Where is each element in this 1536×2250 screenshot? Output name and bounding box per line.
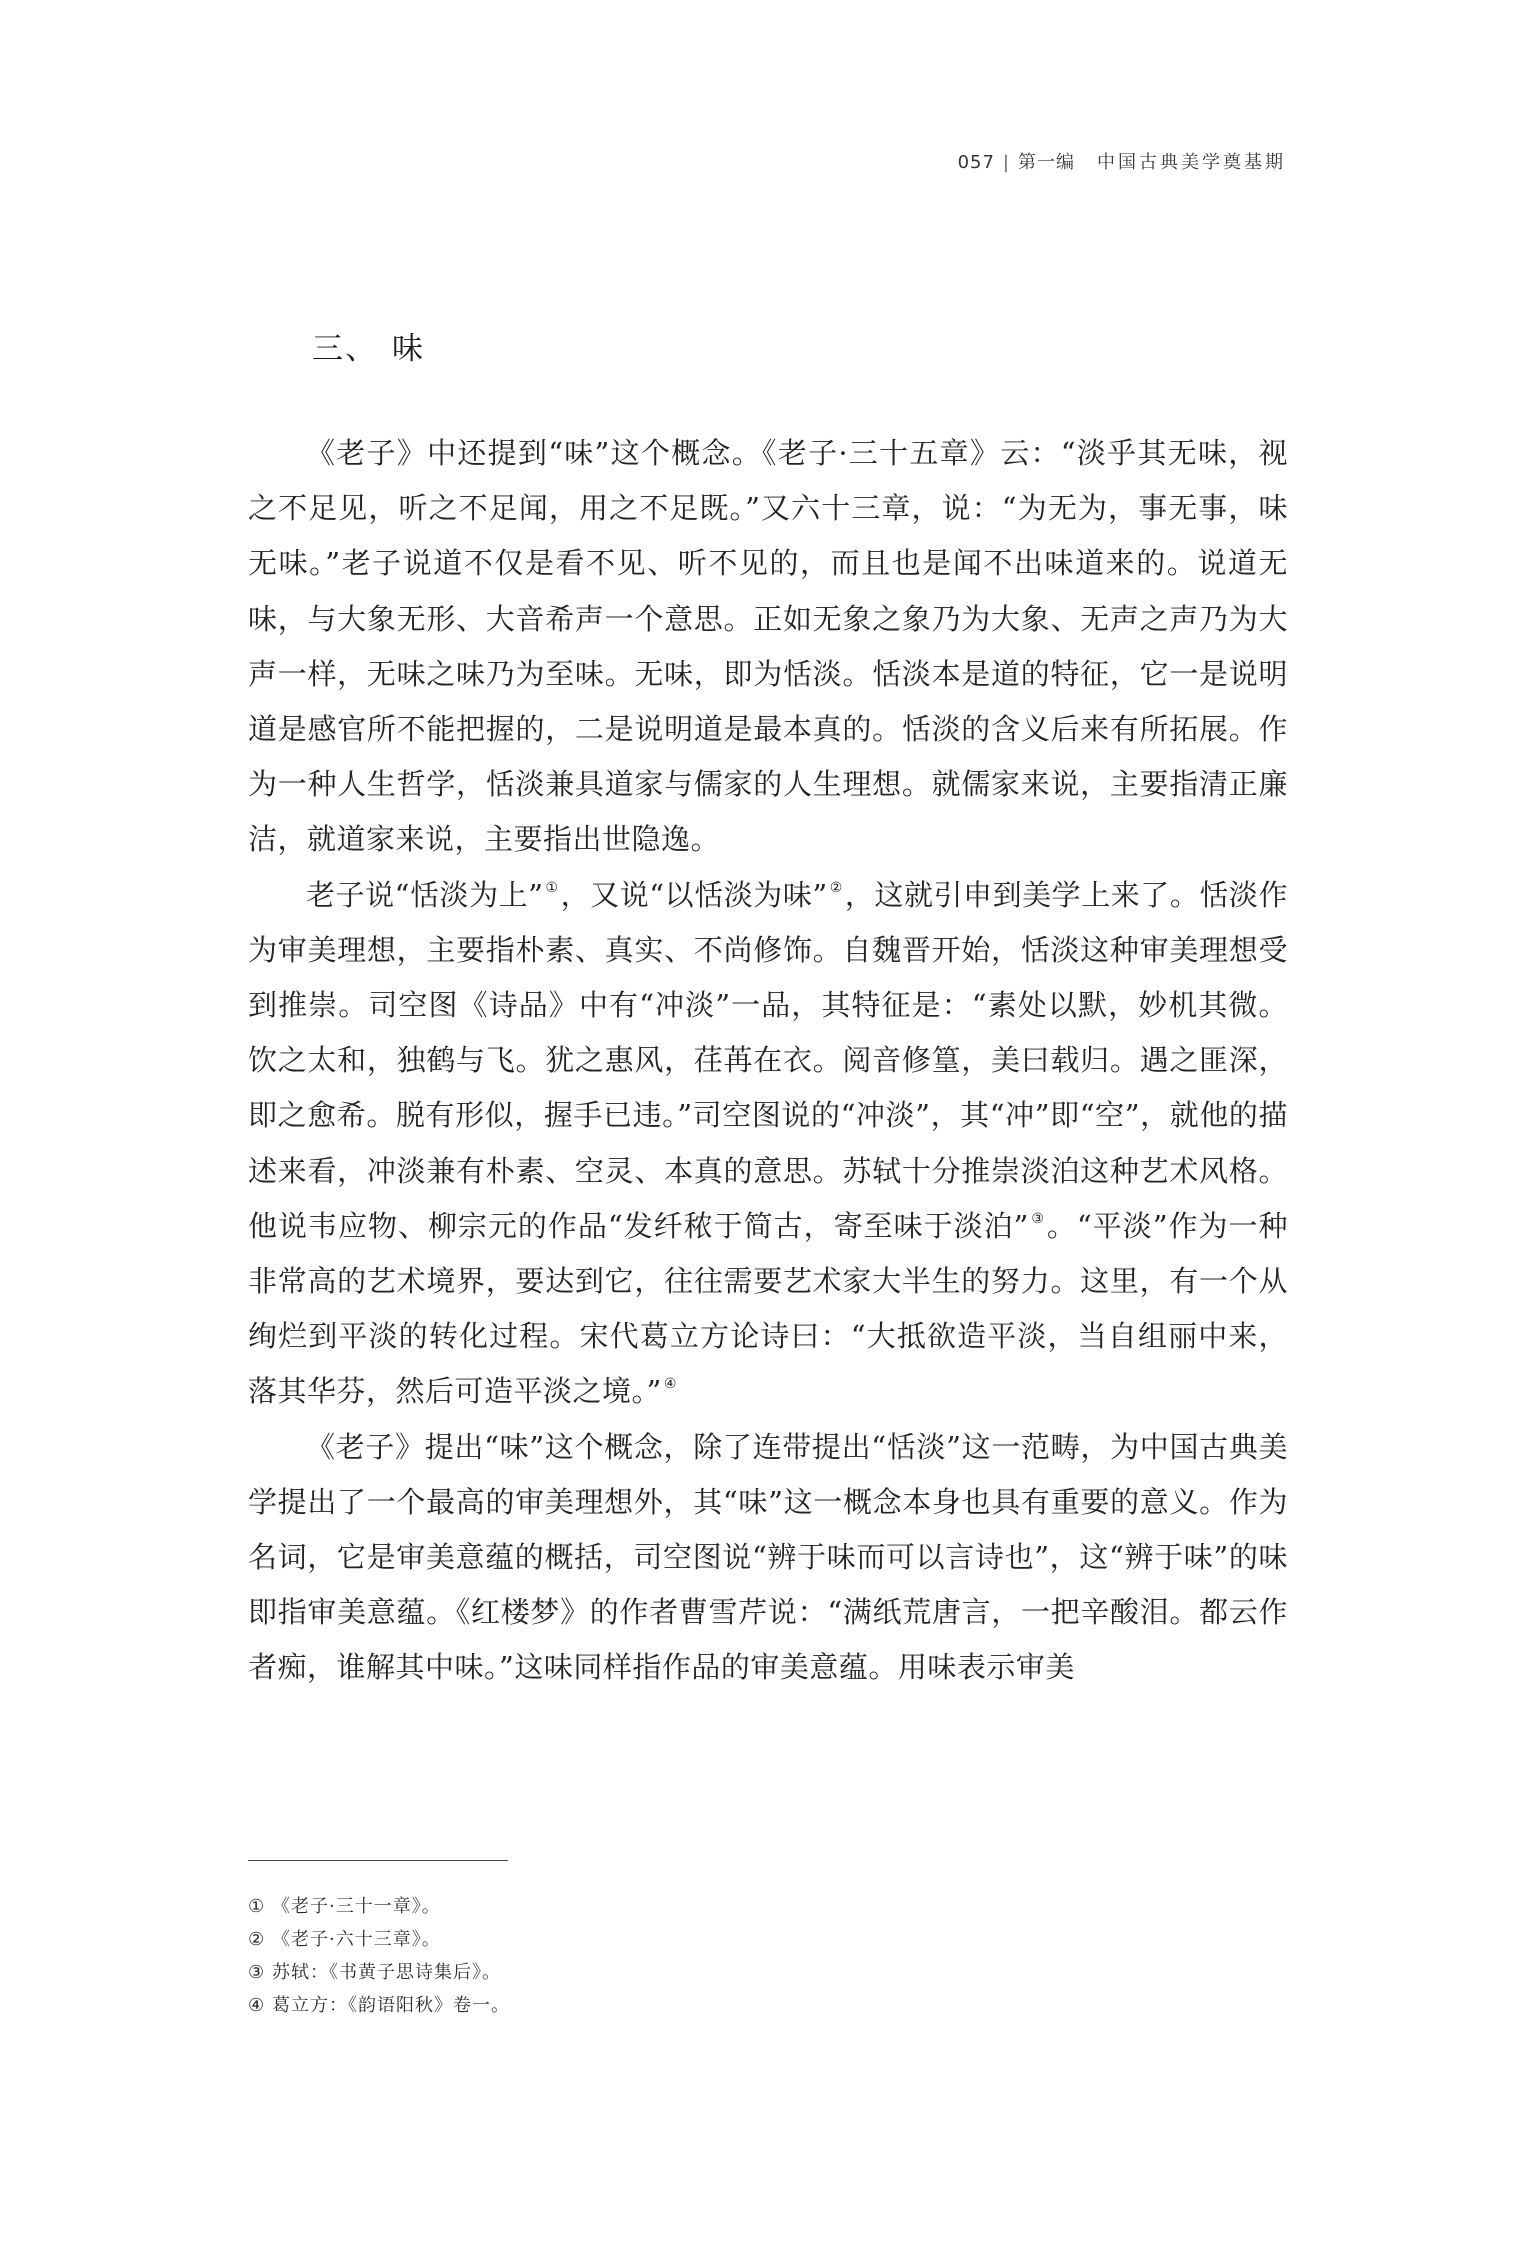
footnote-text: 《老子·三十一章》。 bbox=[272, 1896, 441, 1917]
paragraph-text: 老子说“恬淡为上” bbox=[306, 877, 544, 912]
paragraph bbox=[248, 426, 1288, 868]
header-separator: | bbox=[1002, 152, 1010, 173]
footnote-mark: ③ bbox=[248, 1962, 266, 1983]
footnote-text: 葛立方：《韵语阳秋》卷一。 bbox=[272, 1995, 510, 2016]
page-number: 057 bbox=[957, 152, 995, 173]
paragraph bbox=[248, 1420, 1288, 1696]
footnote-mark: ④ bbox=[248, 1995, 266, 2016]
footnote-reference: ③ bbox=[1030, 1210, 1045, 1227]
footnote-text: 苏轼：《书黄子思诗集后》。 bbox=[272, 1962, 501, 1983]
paragraph-text: 。“平淡”作为一种非常高的艺术境界，要达到它，往往需要艺术家大半生的努力。这里，有一个从绚烂到平淡的转化过程。宋代葛立方论诗曰：“大抵欲造平淡，当自组丽中来，落其华芬，然后可造平淡之境。” bbox=[248, 1208, 1288, 1409]
running-header bbox=[958, 148, 1286, 174]
part-label: 第一编 bbox=[1018, 152, 1075, 173]
footnote-text: 《老子·六十三章》。 bbox=[272, 1929, 441, 1950]
footnote-divider bbox=[248, 1860, 508, 1861]
footnote-mark: ② bbox=[248, 1929, 266, 1950]
paragraph-text: ，又说“以恬淡为味” bbox=[560, 877, 828, 912]
footnote-reference: ④ bbox=[663, 1376, 677, 1393]
footnote-item bbox=[248, 1890, 1148, 1923]
footnote-reference: ② bbox=[829, 879, 843, 896]
section-heading bbox=[312, 323, 425, 368]
paragraph-text: 《老子》提出“味”这个概念，除了连带提出“恬淡”这一范畴，为中国古典美学提出了一个最高的审美理想外，其“味”这一概念本身也具有重要的意义。作为名词，它是审美意蕴的概括，司空图说“辨于味而可以言诗也”，这“辨于味”的味即指审美意蕴。《红楼梦》的作者曹雪芹说：“满纸荒唐言，一把辛酸泪。都云作者痴，谁解其中味。”这味同样指作品的审美意蕴。用味表示审美 bbox=[248, 1429, 1288, 1685]
footnote-item bbox=[248, 1956, 1148, 1989]
body-text bbox=[248, 426, 1288, 1696]
footnote-item bbox=[248, 1923, 1148, 1956]
footnote-item bbox=[248, 1989, 1148, 2022]
footnote-mark: ① bbox=[248, 1896, 266, 1917]
section-title: 味 bbox=[392, 331, 425, 367]
footnotes bbox=[248, 1890, 1148, 2022]
paragraph-text: ，这就引申到美学上来了。恬淡作为审美理想，主要指朴素、真实、不尚修饰。自魏晋开始，恬淡这种审美理想受到推崇。司空图《诗品》中有“冲淡”一品，其特征是：“素处以默，妙机其微。饮之太和，独鹤与飞。犹之惠风，荏苒在衣。阅音修篁，美曰载归。遇之匪深，即之愈希。脱有形似，握手已违。”司空图说的“冲淡”，其“冲”即“空”，就他的描述来看，冲淡兼有朴素、空灵、本真的意思。苏轼十分推崇淡泊这种艺术风格。他说韦应物、柳宗元的作品“发纤秾于简古，寄至味于淡泊” bbox=[248, 877, 1288, 1243]
footnote-reference: ① bbox=[545, 879, 559, 896]
section-number: 三、 bbox=[312, 331, 378, 367]
paragraph bbox=[248, 868, 1288, 1420]
paragraph-text: 《老子》中还提到“味”这个概念。《老子·三十五章》云：“淡乎其无味，视之不足见，听之不足闻，用之不足既。”又六十三章，说：“为无为，事无事，味无味。”老子说道不仅是看不见、听不见的，而且也是闻不出味道来的。说道无味，与大象无形、大音希声一个意思。正如无象之象乃为大象、无声之声乃为大声一样，无味之味乃为至味。无味，即为恬淡。恬淡本是道的特征，它一是说明道是感官所不能把握的，二是说明道是最本真的。恬淡的含义后来有所拓展。作为一种人生哲学，恬淡兼具道家与儒家的人生理想。就儒家来说，主要指清正廉洁，就道家来说，主要指出世隐逸。 bbox=[248, 436, 1288, 857]
part-title: 中国古典美学奠基期 bbox=[1097, 152, 1286, 173]
